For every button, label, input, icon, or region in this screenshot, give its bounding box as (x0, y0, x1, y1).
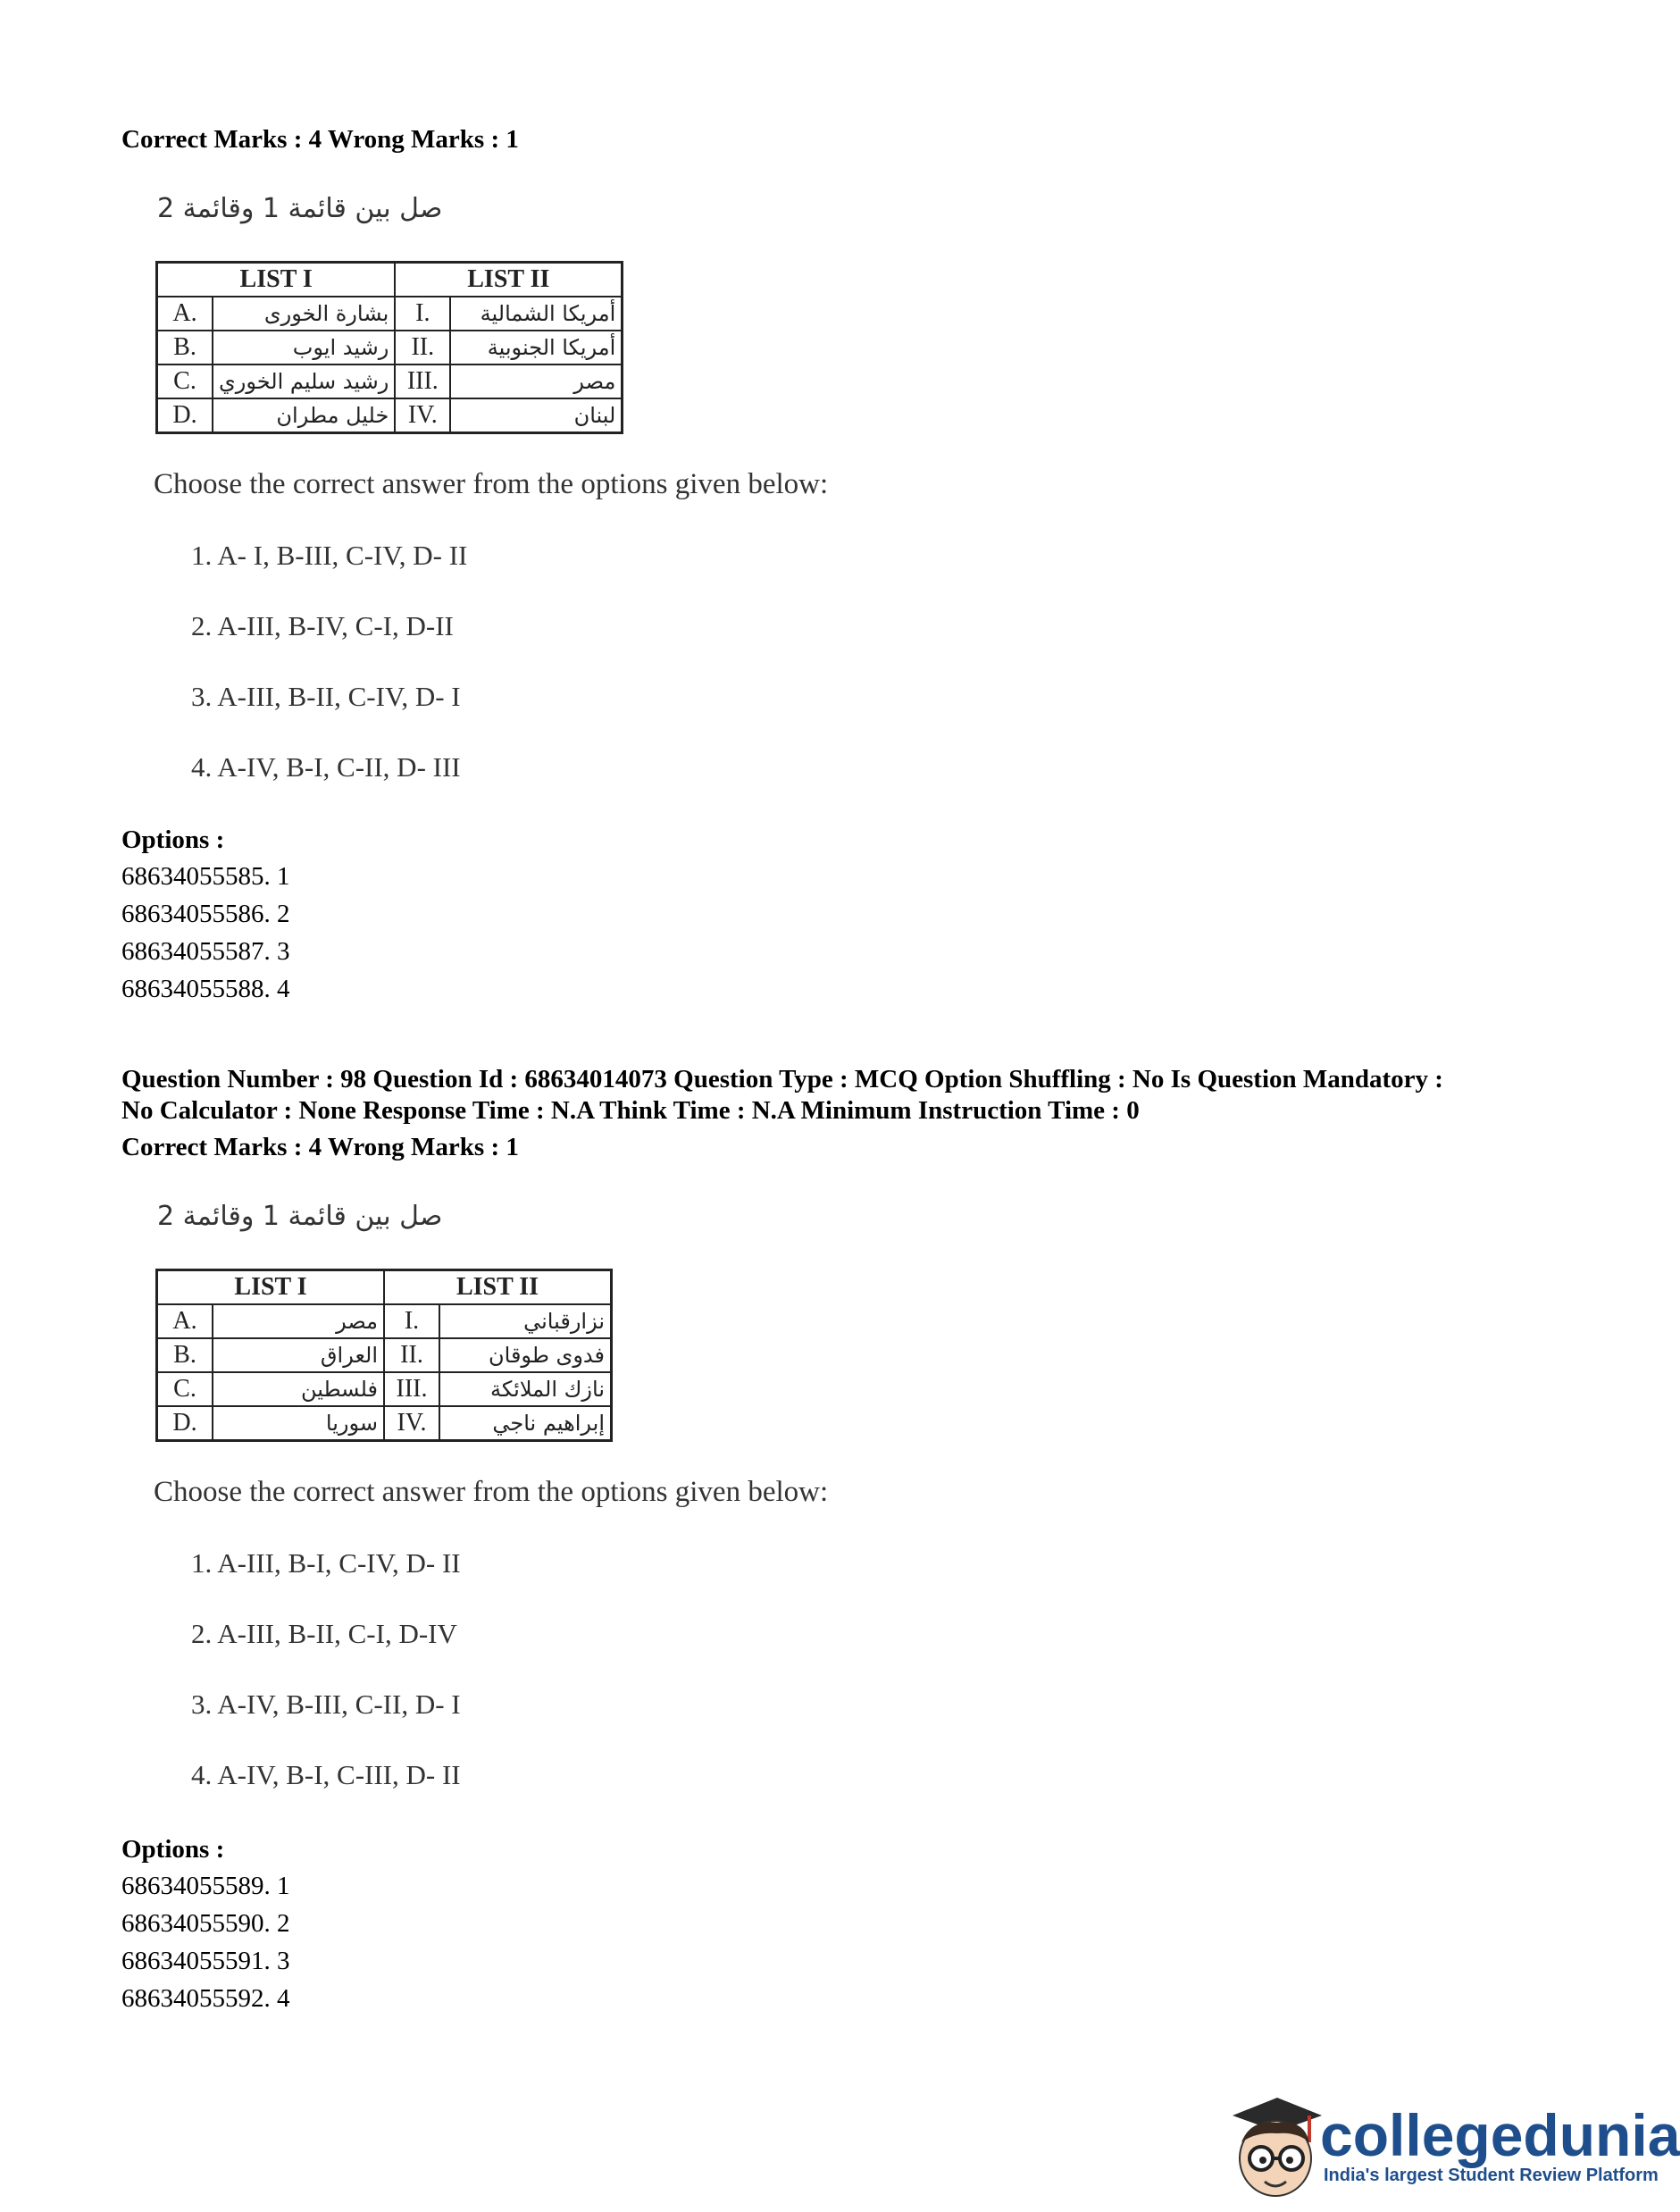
list-2-label: II. (384, 1338, 439, 1372)
brand-name: collegedunia (1320, 2102, 1680, 2168)
answer-choice: 2. A-III, B-IV, C-I, D-II (191, 610, 454, 641)
list-2-item: نازك الملائكة (439, 1372, 612, 1406)
list-2-label: IV. (384, 1406, 439, 1441)
list-2-item: إبراهيم ناجي (439, 1406, 612, 1441)
list-2-label: I. (384, 1304, 439, 1338)
instruction-text: Choose the correct answer from the options given below: (154, 468, 829, 500)
table-row (157, 297, 623, 331)
question-title-arabic: صل بين قائمة 1 وقائمة 2 (157, 1201, 443, 1232)
list-2-label: I. (395, 297, 450, 331)
option-id-line: 68634055591. 3 (121, 1947, 290, 1975)
list-1-item: فلسطين (213, 1372, 384, 1406)
table-row (157, 1338, 612, 1372)
table-row (157, 398, 623, 433)
list-2-item: أمريكا الشمالية (450, 297, 623, 331)
option-id-line: 68634055590. 2 (121, 1909, 290, 1938)
list-1-header: LIST I (157, 1270, 385, 1305)
option-id-line: 68634055592. 4 (121, 1984, 290, 2013)
list-1-item: العراق (213, 1338, 384, 1372)
option-id-line: 68634055589. 1 (121, 1872, 290, 1900)
list-1-label: A. (157, 297, 213, 331)
matching-table (155, 1269, 613, 1442)
options-label: Options : (121, 825, 225, 854)
list-1-item: مصر (213, 1304, 384, 1338)
list-1-label: A. (157, 1304, 213, 1338)
options-label: Options : (121, 1835, 225, 1864)
list-1-label: B. (157, 1338, 213, 1372)
list-2-header: LIST II (384, 1270, 612, 1305)
list-1-item: رشيد ايوب (213, 331, 395, 364)
list-2-item: أمريكا الجنوبية (450, 331, 623, 364)
list-1-item: بشارة الخورى (213, 297, 395, 331)
question-meta-line-2: No Calculator : None Response Time : N.A Think Time : N.A Minimum Instruction Time : 0 (121, 1096, 1140, 1125)
list-2-label: IV. (395, 398, 450, 433)
option-id-line: 68634055585. 1 (121, 862, 290, 891)
brand-tagline: India's largest Student Review Platform (1324, 2166, 1659, 2185)
list-1-header: LIST I (157, 263, 396, 297)
list-1-label: B. (157, 331, 213, 364)
list-2-header: LIST II (395, 263, 623, 297)
answer-choice: 2. A-III, B-II, C-I, D-IV (191, 1618, 457, 1649)
list-2-item: لبنان (450, 398, 623, 433)
list-2-label: III. (384, 1372, 439, 1406)
list-1-item: خليل مطران (213, 398, 395, 433)
correct-marks-line: Correct Marks : 4 Wrong Marks : 1 (121, 1133, 519, 1161)
question-title-arabic: صل بين قائمة 1 وقائمة 2 (157, 193, 443, 224)
instruction-text: Choose the correct answer from the options given below: (154, 1476, 829, 1508)
list-2-item: فدوى طوقان (439, 1338, 612, 1372)
list-2-item: مصر (450, 364, 623, 398)
list-1-label: C. (157, 364, 213, 398)
list-1-item: سوريا (213, 1406, 384, 1441)
table-row (157, 364, 623, 398)
matching-table (155, 261, 623, 434)
list-2-item: نزارقباني (439, 1304, 612, 1338)
answer-choice: 4. A-IV, B-I, C-II, D- III (191, 751, 461, 783)
question-meta-line-1: Question Number : 98 Question Id : 68634014073 Question Type : MCQ Option Shuffling : No Is Question Mandatory : (121, 1065, 1443, 1093)
list-2-label: III. (395, 364, 450, 398)
table-row (157, 1372, 612, 1406)
answer-choice: 3. A-III, B-II, C-IV, D- I (191, 681, 461, 712)
answer-choice: 1. A- I, B-III, C-IV, D- II (191, 540, 468, 571)
table-row (157, 331, 623, 364)
option-id-line: 68634055587. 3 (121, 937, 290, 966)
table-row (157, 1304, 612, 1338)
list-1-label: D. (157, 1406, 213, 1441)
correct-marks-line: Correct Marks : 4 Wrong Marks : 1 (121, 125, 519, 154)
option-id-line: 68634055588. 4 (121, 975, 290, 1003)
answer-choice: 4. A-IV, B-I, C-III, D- II (191, 1759, 461, 1790)
list-1-label: D. (157, 398, 213, 433)
answer-choice: 1. A-III, B-I, C-IV, D- II (191, 1547, 461, 1579)
answer-choice: 3. A-IV, B-III, C-II, D- I (191, 1688, 461, 1720)
list-2-label: II. (395, 331, 450, 364)
table-row (157, 1406, 612, 1441)
list-1-item: رشيد سليم الخوري (213, 364, 395, 398)
option-id-line: 68634055586. 2 (121, 900, 290, 928)
list-1-label: C. (157, 1372, 213, 1406)
